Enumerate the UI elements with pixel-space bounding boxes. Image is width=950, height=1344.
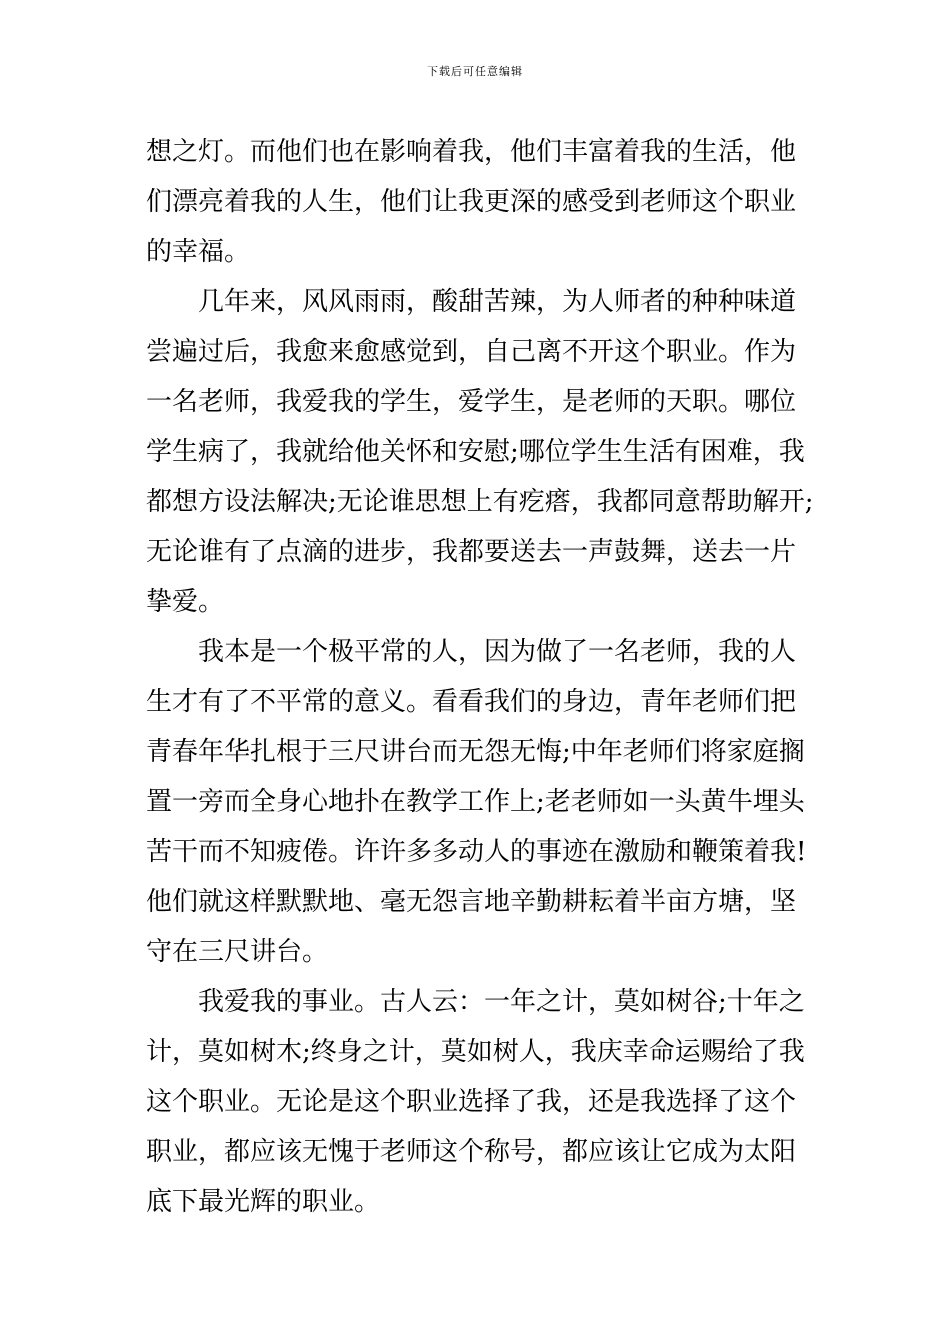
page-header: 下载后可任意编辑 [427,65,523,78]
text-line: 无论谁有了点滴的进步，我都要送去一声鼓舞，送去一片 [146,537,797,567]
text-line: 职业，都应该无愧于老师这个称号，都应该让它成为太阳 [146,1137,797,1167]
text-line: 一名老师，我爱我的学生，爱学生，是老师的天职。哪位 [146,387,797,417]
text-line: 守在三尺讲台。 [146,937,329,967]
text-line: 苦干而不知疲倦。许许多多动人的事迹在激励和鞭策着我! [146,837,807,867]
text-line: 几年来，风风雨雨，酸甜苦辣，为人师者的种种味道 [198,287,797,317]
text-line: 青春年华扎根于三尺讲台而无怨无悔;中年老师们将家庭搁 [146,737,805,767]
document-body [146,127,814,1227]
paragraph-4 [146,977,814,1227]
paragraph-1 [146,127,814,277]
text-line: 生才有了不平常的意义。看看我们的身边，青年老师们把 [146,687,797,717]
text-line: 都想方设法解决;无论谁思想上有疙瘩，我都同意帮助解开; [146,487,814,517]
text-line: 们漂亮着我的人生，他们让我更深的感受到老师这个职业 [146,187,797,217]
text-line: 我爱我的事业。古人云：一年之计，莫如树谷;十年之 [198,987,805,1017]
paragraph-2 [146,277,814,627]
text-line: 底下最光辉的职业。 [146,1187,381,1217]
paragraph-3 [146,627,814,977]
text-line: 他们就这样默默地、毫无怨言地辛勤耕耘着半亩方塘，坚 [146,887,797,917]
text-line: 我本是一个极平常的人，因为做了一名老师，我的人 [198,637,797,667]
text-line: 这个职业。无论是这个职业选择了我，还是我选择了这个 [146,1087,797,1117]
text-line: 置一旁而全身心地扑在教学工作上;老老师如一头黄牛埋头 [146,787,805,817]
text-line: 计，莫如树木;终身之计，莫如树人，我庆幸命运赐给了我 [146,1037,805,1067]
text-line: 的幸福。 [146,237,251,267]
text-line: 尝遍过后，我愈来愈感觉到，自己离不开这个职业。作为 [146,337,797,367]
text-line: 挚爱。 [146,587,225,617]
text-line: 学生病了，我就给他关怀和安慰;哪位学生生活有困难，我 [146,437,805,467]
text-line: 想之灯。而他们也在影响着我，他们丰富着我的生活，他 [146,137,797,167]
